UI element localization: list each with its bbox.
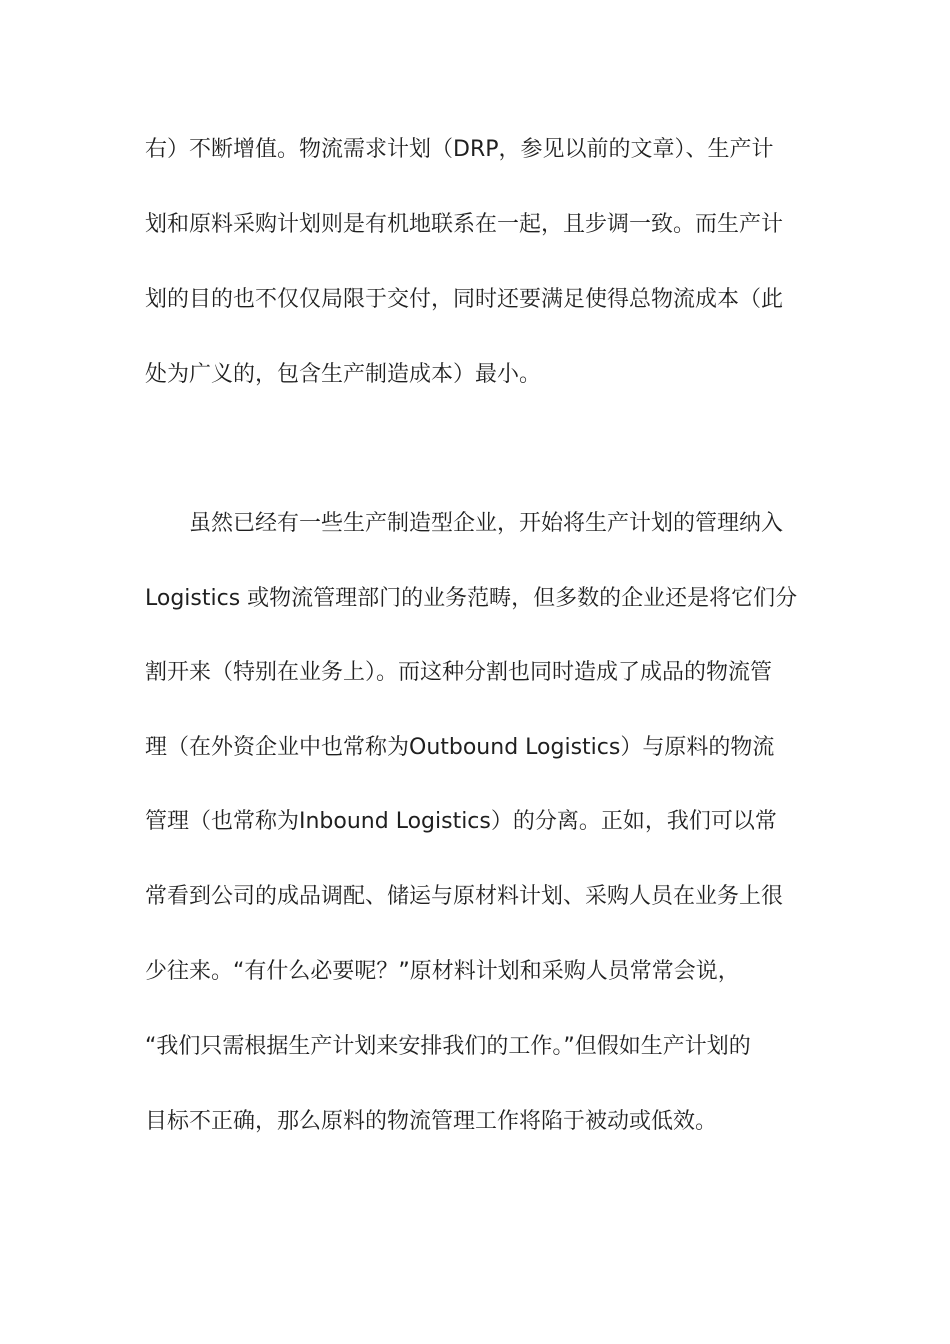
text-line: 少往来。“有什么必要呢？”原材料计划和采购人员常常会说， <box>145 959 740 984</box>
text-line: 右）不断增值。物流需求计划（DRP，参见以前的文章）、生产计 <box>145 137 774 162</box>
text-line: 理（在外资企业中也常称为Outbound Logistics）与原料的物流 <box>145 735 775 760</box>
text-line: “我们只需根据生产计划来安排我们的工作。”但假如生产计划的 <box>145 1034 751 1059</box>
text-line: 处为广义的，包含生产制造成本）最小。 <box>145 362 542 387</box>
text-line: 割开来（特别在业务上）。而这种分割也同时造成了成品的物流管 <box>145 660 773 685</box>
text-line: 划和原料采购计划则是有机地联系在一起，且步调一致。而生产计 <box>145 212 784 237</box>
text-line: 目标不正确，那么原料的物流管理工作将陷于被动或低效。 <box>145 1109 718 1134</box>
text-line: 划的目的也不仅仅局限于交付，同时还要满足使得总物流成本（此 <box>145 287 784 312</box>
text-line: 管理（也常称为Inbound Logistics）的分离。正如，我们可以常 <box>145 809 777 834</box>
text-line: 常看到公司的成品调配、储运与原材料计划、采购人员在业务上很 <box>145 884 784 909</box>
text-line: 虽然已经有一些生产制造型企业，开始将生产计划的管理纳入 <box>145 511 784 536</box>
text-line: Logistics 或物流管理部门的业务范畴，但多数的企业还是将它们分 <box>145 586 798 611</box>
